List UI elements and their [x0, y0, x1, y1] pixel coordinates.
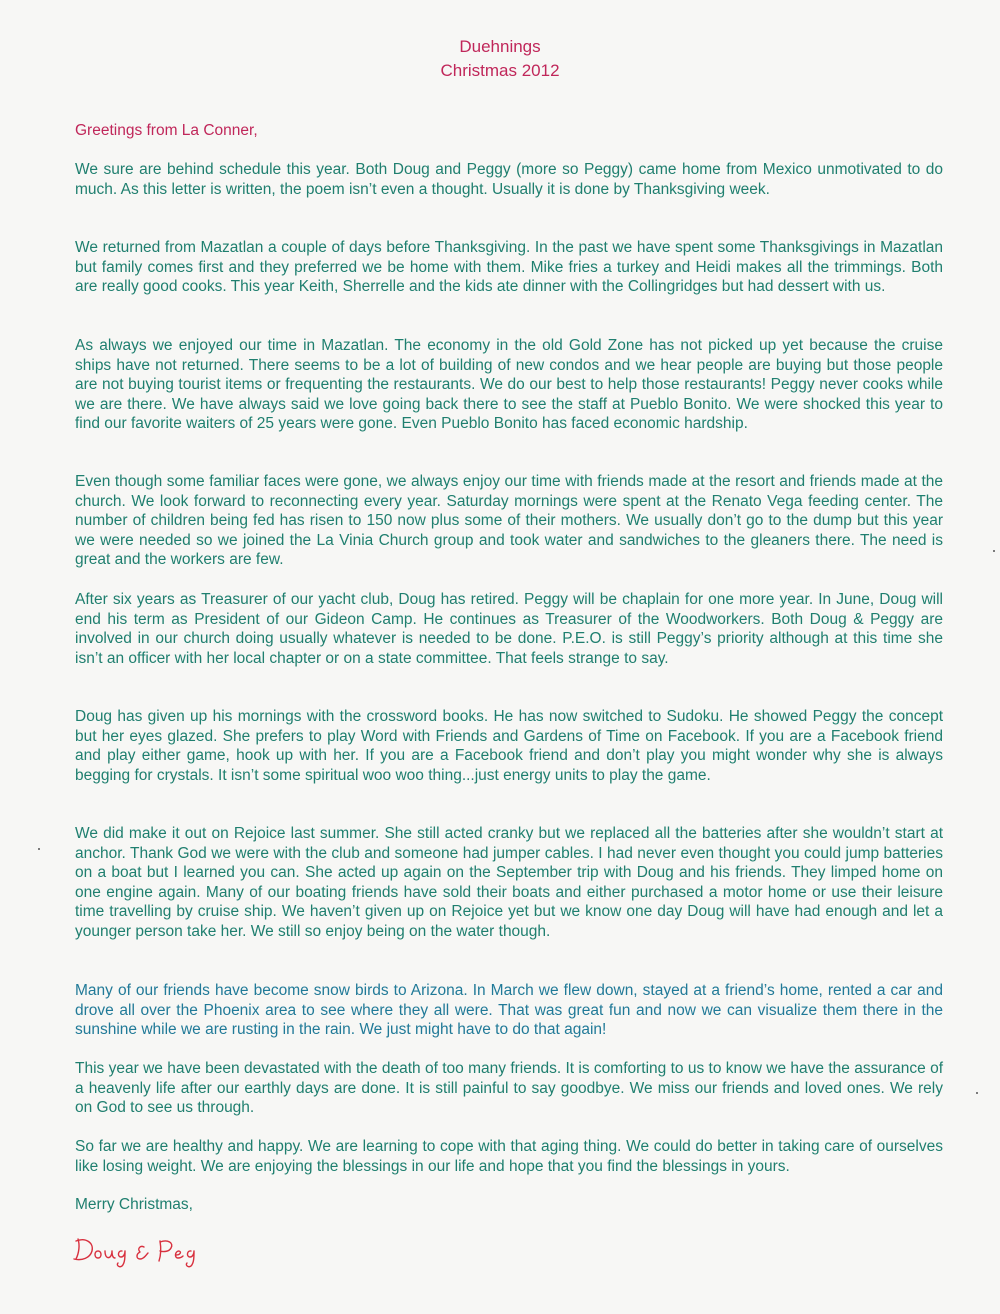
paragraph-games: Doug has given up his mornings with the crossword books. He has now switched to Sudoku. He showed Peggy the concept but her eyes glazed. She prefers to play Word with Friends and Gardens of Time on Facebook. If you are a Facebook friend and play either game, hook up with her. If you are a Facebook friend and don’t play you might wonder why she is always begging for crystals. It isn’t some spiritual woo woo thing...just energy units to play the game.: [75, 708, 943, 784]
letter-subtitle: Christmas 2012: [440, 61, 560, 80]
paragraph-schedule: We sure are behind schedule this year. Both Doug and Peggy (more so Peggy) came home from Mexico unmotivated to do much. As this letter is written, the poem isn’t even a thought. Usually it is done by Thanksgiving week.: [75, 161, 943, 198]
handwritten-signature: [70, 1233, 210, 1269]
paper-speck: [993, 550, 995, 552]
paragraph-loss: This year we have been devastated with the death of too many friends. It is comforting to us to know we have the assurance of a heavenly life after our earthly days are done. It is still painful to say goodbye. We miss our friends and loved ones. We rely on God to see us through.: [75, 1060, 943, 1116]
paragraph-mazatlan: As always we enjoyed our time in Mazatlan. The economy in the old Gold Zone has not picked up yet because the cruise ships have not returned. There seems to be a lot of building of new condos and we hear people are buying but those people are not buying tourist items or frequenting the restaurants. We do our best to help those restaurants! Peggy never cooks while we are there. We have always said we love going back there to see the staff at Pueblo Bonito. We were shocked this year to find our favorite waiters of 25 years were gone. Even Pueblo Bonito has faced economic hardship.: [75, 337, 943, 432]
greeting-line: Greetings from La Conner,: [75, 122, 258, 139]
paragraph-positions: After six years as Treasurer of our yacht club, Doug has retired. Peggy will be chaplain for one more year. In June, Doug will end his term as President of our Gideon Camp. He continues as Treasurer of the Woodworkers. Both Doug & Peggy are involved in our church doing usually whatever is needed to be done. P.E.O. is still Peggy’s priority although at this time she isn’t an officer with her local chapter or on a state committee. That feels strange to say.: [75, 591, 943, 667]
paragraph-health: So far we are healthy and happy. We are learning to cope with that aging thing. We could do better in taking care of ourselves like losing weight. We are enjoying the blessings in our life and hope that you find the blessings in yours.: [75, 1138, 943, 1175]
paper-speck: [976, 1092, 978, 1094]
paragraph-friends-church: Even though some familiar faces were gone, we always enjoy our time with friends made at the resort and friends made at the church. We look forward to reconnecting every year. Saturday mornings were spent at the Renato Vega feeding center. The number of children being fed has risen to 150 now plus some of their mothers. We usually don’t go to the dump but this year we were needed so we joined the La Vinia Church group and took water and sandwiches to the gleaners there. The need is great and the workers are few.: [75, 473, 943, 568]
closing-line: Merry Christmas,: [75, 1196, 193, 1213]
paragraph-thanksgiving: We returned from Mazatlan a couple of days before Thanksgiving. In the past we have spent some Thanksgivings in Mazatlan but family comes first and they preferred we be home with them. Mike fries a turkey and Heidi makes all the trimmings. Both are really good cooks. This year Keith, Sherrelle and the kids ate dinner with the Collingridges but had dessert with us.: [75, 239, 943, 295]
paper-speck: [38, 848, 40, 850]
letter-title: Duehnings: [459, 37, 541, 56]
paragraph-rejoice: We did make it out on Rejoice last summer. She still acted cranky but we replaced all the batteries after she wouldn’t start at anchor. Thank God we were with the club and someone had jumper cables. I had never even thought you could jump batteries on a boat but I learned you can. She acted up again on the September trip with Doug and his friends. They limped home on one engine again. Many of our boating friends have sold their boats and either purchased a motor home or use their leisure time travelling by cruise ship. We haven’t given up on Rejoice yet but we know one day Doug will have had enough and let a younger person take her. We still so enjoy being on the water though.: [75, 825, 943, 940]
paragraph-arizona: Many of our friends have become snow birds to Arizona. In March we flew down, stayed at a friend’s home, rented a car and drove all over the Phoenix area to see where they all were. That was great fun and now we can visualize them there in the sunshine while we are rusting in the rain. We just might have to do that again!: [75, 982, 943, 1038]
